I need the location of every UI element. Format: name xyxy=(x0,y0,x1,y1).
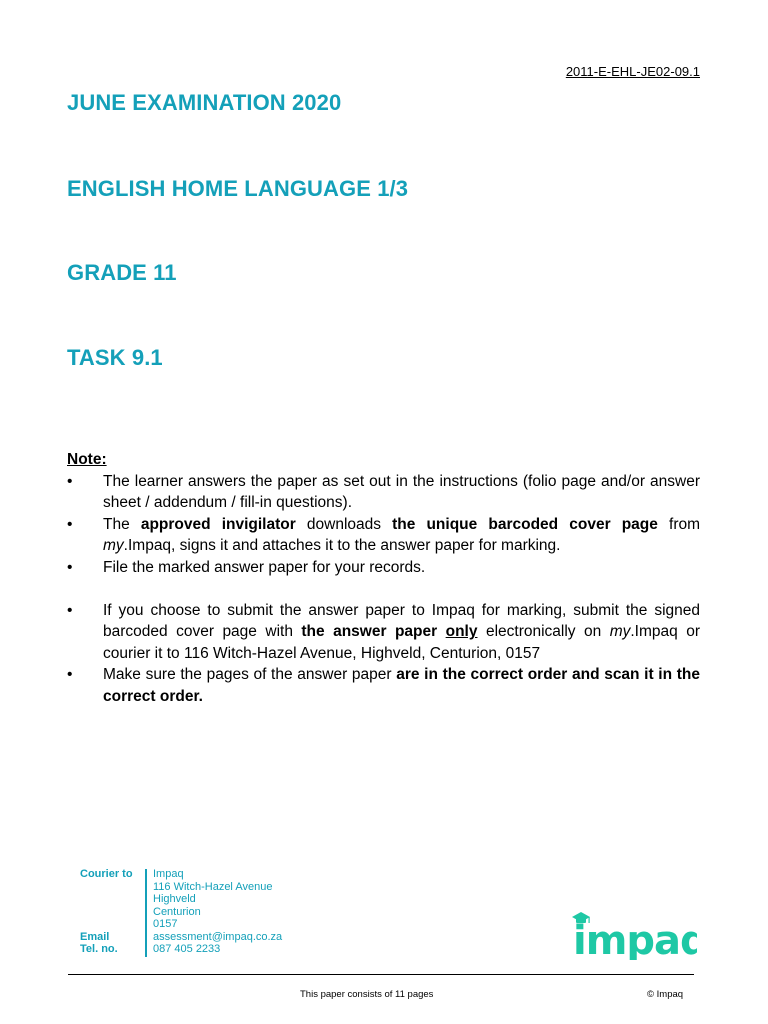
note-section xyxy=(67,449,700,707)
note-title: Note: xyxy=(67,451,107,468)
note-text: The learner answers the paper as set out in the instructions (folio page and/or answer sheet / addendum / fill-in questions). xyxy=(103,472,700,511)
note-text: .Impaq, signs it and attaches it to the answer paper for marking. xyxy=(123,537,561,554)
reference-code: 2011-E-EHL-JE02-09.1 xyxy=(565,64,700,79)
note-text: electronically on xyxy=(477,623,610,640)
copyright: © Impaq xyxy=(647,989,684,1000)
note-bold-text: the unique barcoded cover page xyxy=(392,515,658,533)
note-text: .Impaq or courier it to 116 Witch-Hazel Avenue, Highveld, Centurion, 0157 xyxy=(103,623,700,662)
note-bold-text: approved invigilator xyxy=(140,515,296,533)
address-line: 116 Witch-Hazel Avenue xyxy=(153,880,273,893)
tel-label: Tel. no. xyxy=(80,943,118,955)
footer-rule xyxy=(68,974,694,975)
bullet-icon: • xyxy=(67,666,73,683)
bullet-icon: • xyxy=(67,601,73,619)
tel-value: 087 405 2233 xyxy=(153,943,221,955)
note-text: The xyxy=(103,515,141,533)
note-bold-text: are in the correct order and scan it in the correct order. xyxy=(103,666,700,705)
note-italic-text: my xyxy=(609,623,631,640)
note-text: Make sure the pages of the answer paper xyxy=(103,666,397,683)
exam-heading: JUNE EXAMINATION 2020 xyxy=(67,90,342,115)
note-italic-text: my xyxy=(103,537,124,554)
note-text: File the marked answer paper for your records. xyxy=(103,558,426,576)
page-count: This paper consists of 11 pages xyxy=(300,989,434,1000)
note-bold-underline-text: only xyxy=(445,623,478,640)
note-item xyxy=(67,471,700,514)
note-text: from xyxy=(657,515,701,533)
note-list xyxy=(67,471,700,708)
courier-label: Courier to xyxy=(80,868,133,880)
note-item xyxy=(67,557,700,579)
note-text: downloads xyxy=(295,515,393,533)
address-line: Impaq xyxy=(153,868,184,880)
address-line: 0157 xyxy=(153,918,178,930)
note-item xyxy=(67,664,700,707)
divider xyxy=(145,869,147,957)
impaq-logo-graphic xyxy=(572,905,697,960)
task-heading: TASK 9.1 xyxy=(67,345,163,370)
note-text: If you choose to submit the answer paper to Impaq for marking, submit the signed barcoded cover page with xyxy=(103,601,700,640)
note-bold-text: the answer paper xyxy=(301,623,446,640)
subject-heading: ENGLISH HOME LANGUAGE 1/3 xyxy=(67,176,409,201)
bullet-icon: • xyxy=(67,515,73,533)
bullet-icon: • xyxy=(67,558,73,576)
logo-wordmark: impaq xyxy=(573,918,697,960)
email-label: Email xyxy=(80,930,110,943)
grade-heading: GRADE 11 xyxy=(67,260,177,285)
address-line: Centurion xyxy=(153,905,201,918)
email-link[interactable]: assessment@impaq.co.za xyxy=(153,930,283,943)
note-item xyxy=(67,514,700,557)
note-item xyxy=(67,600,700,665)
bullet-icon: • xyxy=(67,472,73,490)
address-line: Highveld xyxy=(153,893,196,905)
impaq-logo xyxy=(572,905,697,960)
